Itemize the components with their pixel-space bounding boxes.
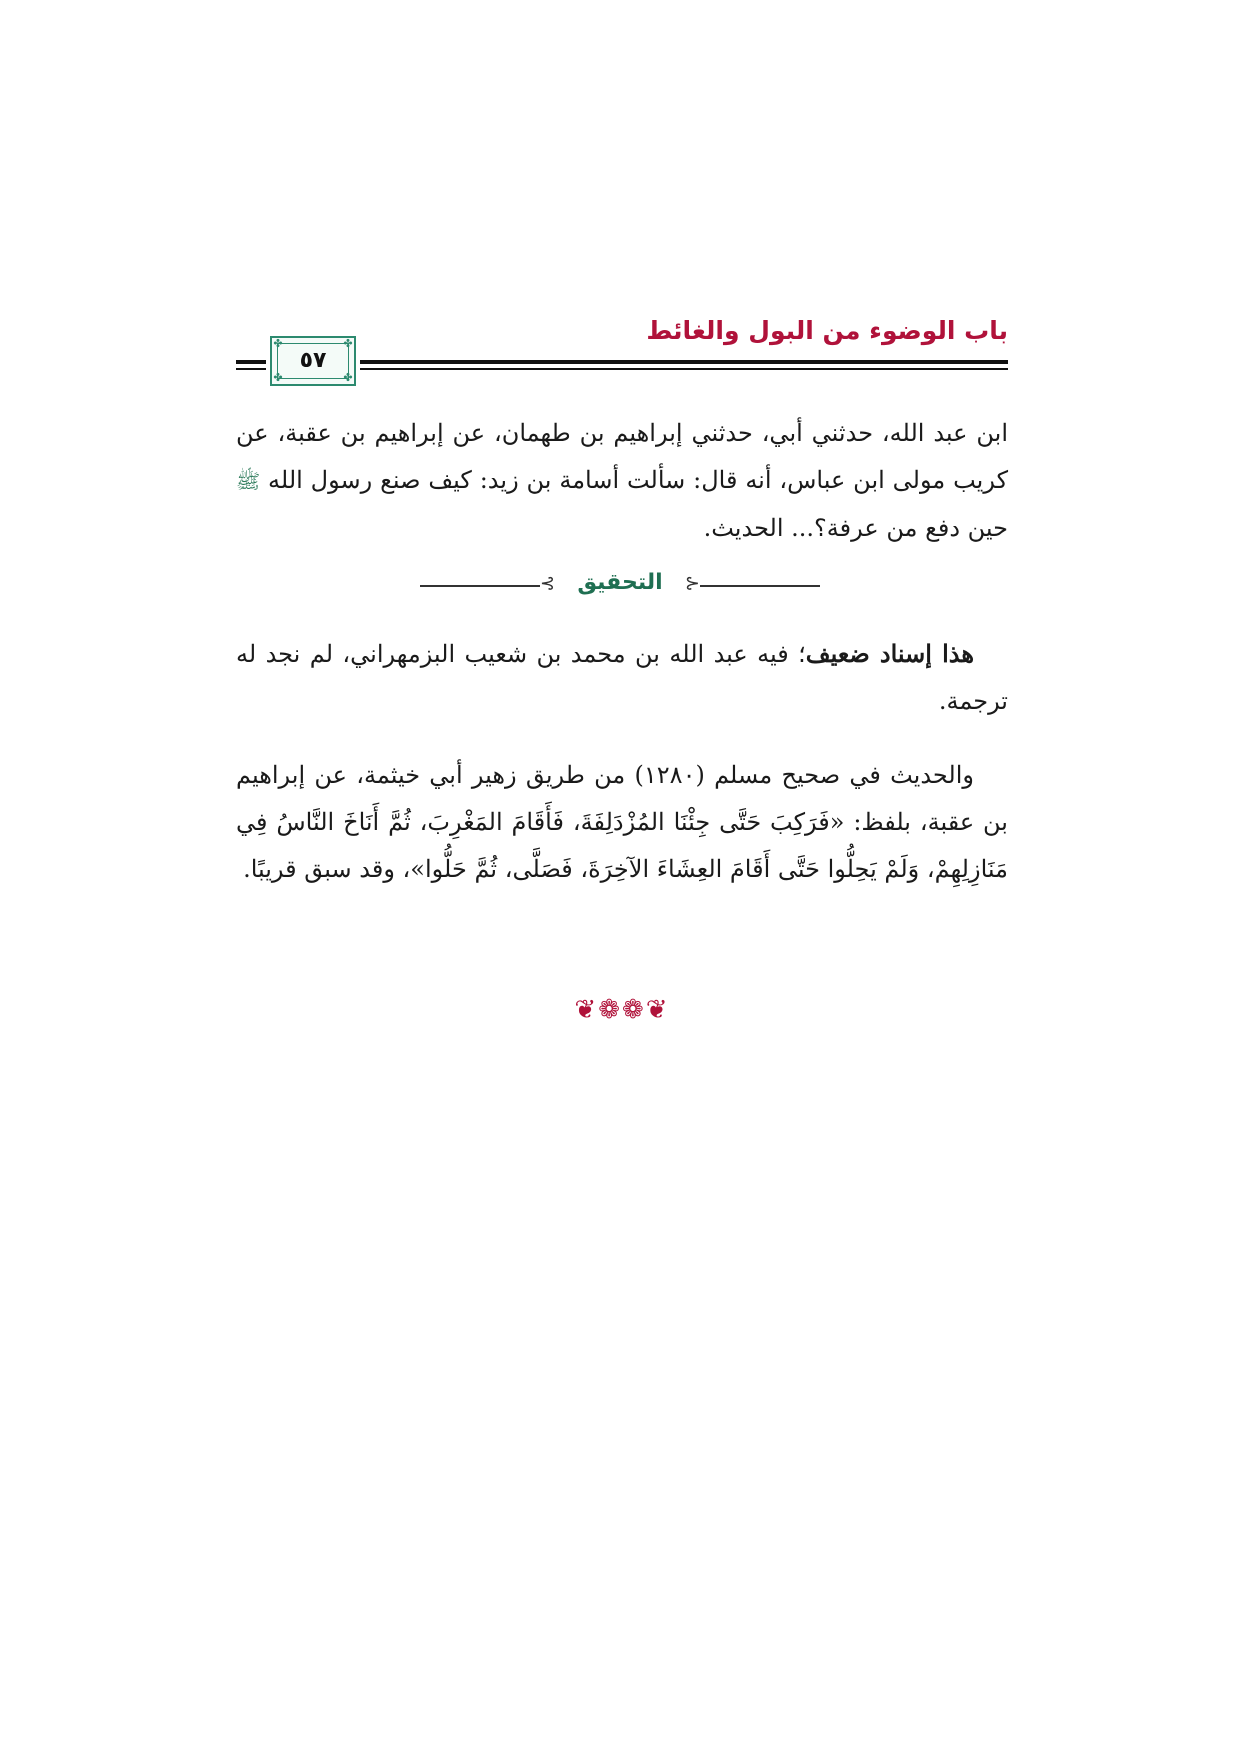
- section-heading: التحقيق: [577, 570, 663, 595]
- header-rule-right-thin: [360, 368, 1008, 370]
- header-rule-left-thin: [236, 368, 266, 370]
- divider-scroll-icon: ⊱: [684, 573, 700, 594]
- section-divider: [420, 570, 820, 600]
- verdict-paragraph: [236, 630, 1008, 725]
- chapter-title: باب الوضوء من البول والغائط: [646, 316, 1008, 345]
- header-rule-right-thick: [360, 360, 1008, 364]
- verdict-text: ؛ فيه عبد الله بن محمد بن شعيب البزمهراني، لم نجد له ترجمة.: [236, 640, 1008, 715]
- isnad-text: ابن عبد الله، حدثني أبي، حدثني إبراهيم بن طهمان، عن إبراهيم بن عقبة، عن كريب مولى ابن عباس، أنه قال: سألت أسامة بن زيد: كيف صنع رسول الله: [236, 419, 1008, 494]
- divider-scroll-icon: ⊰: [540, 573, 556, 594]
- badge-corner-ornament-icon: ✤: [273, 371, 283, 384]
- page-header: [236, 310, 1008, 390]
- isnad-text-end: حين دفع من عرفة؟... الحديث.: [703, 514, 1008, 542]
- header-rule-left-thick: [236, 360, 266, 364]
- salla-honorific: ﷺ: [236, 469, 261, 493]
- verdict-lead: هذا إسناد ضعيف: [805, 639, 974, 668]
- badge-corner-ornament-icon: ✤: [343, 337, 353, 350]
- note-paragraph: والحديث في صحيح مسلم (١٢٨٠) من طريق زهير أبي خيثمة، عن إبراهيم بن عقبة، بلفظ: «فَرَكِبَ حَتَّى جِئْنَا المُزْدَلِفَةَ، فَأَقَامَ المَغْرِبَ، ثُمَّ أَنَاخَ النَّاسُ فِي مَنَازِلِهِمْ، وَلَمْ يَحِلُّوا حَتَّى أَقَامَ العِشَاءَ الآخِرَةَ، فَصَلَّى، ثُمَّ حَلُّوا»، وقد سبق قريبًا.: [236, 761, 1008, 883]
- badge-corner-ornament-icon: ✤: [343, 371, 353, 384]
- page-number-badge: [270, 336, 356, 386]
- badge-corner-ornament-icon: ✤: [273, 337, 283, 350]
- end-flourish-icon: ❦❁❁❦: [574, 995, 670, 1025]
- page-number: ٥٧: [299, 348, 327, 373]
- divider-line: [700, 585, 820, 587]
- isnad-paragraph: [236, 410, 1008, 552]
